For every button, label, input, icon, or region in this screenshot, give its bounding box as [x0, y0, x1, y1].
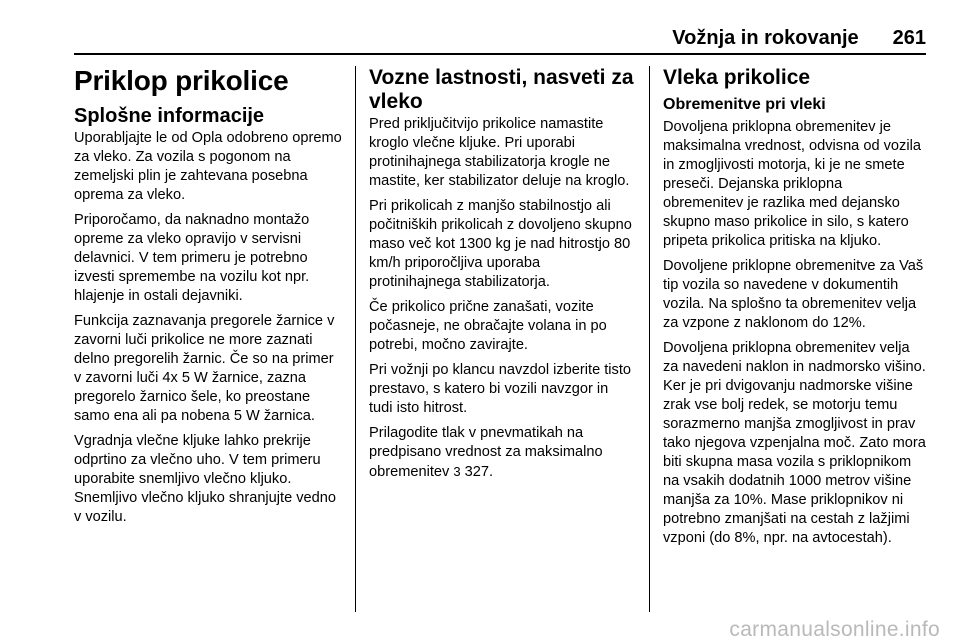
- paragraph: [369, 424, 634, 482]
- paragraph: Pri prikolicah z manjšo stabilnostjo ali počitniških prikolicah z dovoljeno skupno maso več kot 1300 kg je nad hitrostjo 80 km/h priporočljiva uporaba protinihajnega stabilizatorja.: [369, 198, 632, 290]
- watermark: carmanualsonline.info: [729, 618, 940, 641]
- paragraph: Funkcija zaznavanja pregorele žarnice v zavorni luči prikolice ne more zaznati delno pregorelih žarnic. Če so na primer v zavorni luči 4x 5 W žarnice, zazna pregorelo žarnico šele, ko preostane samo ena ali pa nobena 5 W žarnica.: [74, 313, 335, 424]
- paragraph: Pri vožnji po klancu navzdol izberite tisto prestavo, s katero bi vozili navzgor in tudi isto hitrost.: [369, 362, 632, 416]
- page-reference-arrow-icon[interactable]: 3: [453, 464, 461, 479]
- paragraph: Dovoljena priklopna obremenitev velja za navedeni naklon in nadmorsko višino. Ker je pri dvigovanju nadmorske višine zrak vse bolj redek, se motorju temu sorazmerno manjša zmogljivost in prav tako njegova vzpenjalna moč. Zato mora biti skupna masa vozila s priklopnikom na vsakih dodatnih 1000 metrov višine manjša za 10%. Mase priklopnikov ni potrebno zmanjšati na cestah z lažjimi vzponi (do 8%, npr. na avtocestah).: [663, 340, 926, 546]
- paragraph-text: Prilagodite tlak v pnevmatikah na predpisano vrednost za maksimalno obremenitev: [369, 425, 603, 480]
- paragraph: Priporočamo, da naknadno montažo opreme za vleko opravijo v servisni delavnici. V tem primeru je potrebno izvesti spremembe na vozilu kot npr. hlajenje in ostali dejavniki.: [74, 212, 310, 304]
- paragraph: Pred priključitvijo prikolice namastite kroglo vlečne kljuke. Pri uporabi protinihajnega stabilizatorja krogle ne mastite, ker stabilizator deluje na kroglo.: [369, 116, 630, 189]
- section-heading: Vleka prikolice: [663, 66, 811, 89]
- column-3: [663, 66, 926, 554]
- chapter-title: Priklop prikolice: [74, 65, 289, 96]
- column-divider: [649, 66, 650, 612]
- paragraph: Uporabljajte le od Opla odobreno opremo za vleko. Za vozila s pogonom na zemeljski plin je zahtevana posebna oprema za vleko.: [74, 130, 342, 203]
- page-header: [74, 27, 926, 55]
- paragraph: Vgradnja vlečne kljuke lahko prekrije odprtino za vlečno uho. V tem primeru uporabite snemljivo vlečno kljuko. Snemljivo vlečno kljuko shranjujte vedno v vozilu.: [74, 433, 337, 525]
- column-2: [369, 66, 634, 488]
- page-reference-link[interactable]: 327.: [464, 464, 494, 480]
- paragraph: Dovoljena priklopna obremenitev je maksimalna vrednost, odvisna od vozila in zmogljivosti motorja, ki je ne smete preseči. Dejanska priklopna obremenitev je razlika med dejansko skupno maso prikolice in silo, s katero pripeta prikolica pritiska na kljuko.: [663, 119, 921, 249]
- column-divider: [355, 66, 356, 612]
- paragraph: Dovoljene priklopne obremenitve za Vaš tip vozila so navedene v dokumentih vozila. Na splošno ta obremenitev velja za vzpone z naklonom do 12%.: [663, 258, 924, 331]
- subsection-heading: Obremenitve pri vleki: [663, 96, 826, 113]
- section-title: Vožnja in rokovanje: [672, 27, 859, 49]
- paragraph: Če prikolico prične zanašati, vozite počasneje, ne obračajte volana in po potrebi, močno zavirajte.: [369, 299, 607, 353]
- column-1: [74, 66, 344, 533]
- page-number: 261: [892, 27, 926, 49]
- section-heading: Vozne lastnosti, nasveti za vleko: [369, 66, 634, 113]
- section-heading: Splošne informacije: [74, 105, 265, 127]
